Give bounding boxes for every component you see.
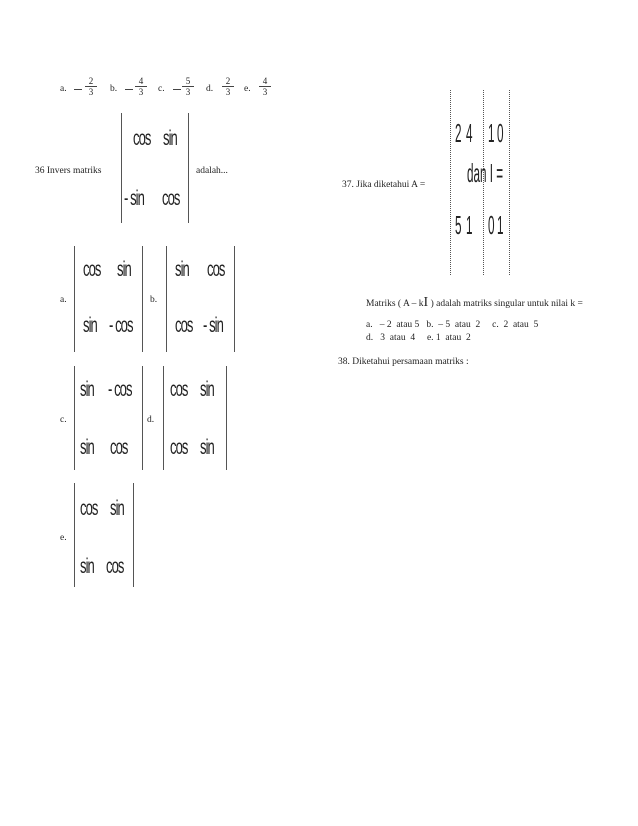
fraction-denominator: 3 — [225, 87, 231, 97]
matrix-right-bracket — [226, 366, 227, 470]
q37-options-line-2: d. 3 atau 4 e. 1 atau 2 — [366, 333, 471, 343]
matrix-cell: 0 — [497, 118, 504, 148]
matrix-cell: 4 — [466, 118, 473, 148]
matrix-cell: - sin — [124, 187, 144, 210]
fraction-numerator: 2 — [225, 76, 231, 86]
q35-option-d-fraction — [222, 76, 234, 97]
q37-options-line-1: a. – 2 atau 5 b. – 5 atau 2 c. 2 atau 5 — [366, 320, 539, 330]
q35-option-a-letter: a. — [60, 84, 67, 94]
matrix-left-bracket — [74, 246, 75, 352]
q35-option-a-fraction — [85, 76, 97, 97]
q36-option-e-letter: e. — [60, 533, 67, 543]
fraction-denominator: 3 — [138, 87, 144, 97]
matrix-cell: 1 — [497, 210, 504, 240]
q36-prompt: 36 Invers matriks — [35, 166, 102, 176]
q36-option-c-letter: c. — [60, 415, 67, 425]
matrix-left-bracket — [74, 483, 75, 587]
matrix-cell: 0 — [488, 210, 495, 240]
matrix-cell: cos — [133, 127, 151, 150]
matrix-cell: cos — [106, 555, 124, 578]
matrix-right-bracket — [234, 246, 235, 352]
q37-prompt: 37. Jika diketahui A = — [342, 180, 426, 190]
q37-statement-end: ) adalah matriks singular untuk nilai k = — [430, 299, 583, 309]
q35-minus — [74, 89, 82, 90]
q36-suffix: adalah... — [196, 166, 228, 176]
q35-option-c-fraction — [182, 76, 194, 97]
matrix-cell: sin — [83, 314, 97, 337]
q35-option-e-fraction — [259, 76, 271, 97]
matrix-cell: sin — [117, 258, 131, 281]
q38-prompt: 38. Diketahui persamaan matriks : — [338, 357, 469, 367]
fraction-numerator: 2 — [88, 76, 94, 86]
matrix-cell: cos — [110, 436, 128, 459]
matrix-cell: 2 — [455, 118, 462, 148]
q35-option-d-letter: d. — [206, 84, 214, 94]
fraction-numerator: 4 — [262, 76, 268, 86]
matrix-cell: cos — [162, 187, 180, 210]
matrix-cell: sin — [80, 378, 94, 401]
q37-statement-start: Matriks ( A – k — [366, 299, 424, 309]
matrix-cell: cos — [170, 378, 188, 401]
matrix-left-bracket — [483, 90, 484, 275]
q35-option-b-fraction — [135, 76, 147, 97]
matrix-cell: - cos — [109, 314, 133, 337]
matrix-cell: sin — [110, 497, 124, 520]
fraction-denominator: 3 — [88, 87, 94, 97]
matrix-left-bracket — [166, 246, 167, 352]
matrix-right-bracket — [133, 483, 134, 587]
identity-symbol: I — [423, 295, 429, 310]
matrix-right-bracket — [142, 366, 143, 470]
matrix-cell: sin — [200, 436, 214, 459]
matrix-cell: 5 — [455, 210, 462, 240]
matrix-cell: - cos — [108, 378, 132, 401]
matrix-cell: cos — [175, 314, 193, 337]
matrix-cell: - sin — [203, 314, 223, 337]
q36-option-b-letter: b. — [150, 295, 158, 305]
fraction-numerator: 5 — [185, 76, 191, 86]
matrix-left-bracket — [121, 113, 122, 223]
matrix-right-bracket — [509, 90, 510, 275]
fraction-denominator: 3 — [262, 87, 268, 97]
matrix-left-bracket — [450, 90, 451, 275]
q35-option-c-letter: c. — [158, 84, 165, 94]
matrix-cell: sin — [175, 258, 189, 281]
matrix-right-bracket — [142, 246, 143, 352]
matrix-cell: sin — [80, 555, 94, 578]
matrix-right-bracket — [188, 113, 189, 223]
q35-minus — [173, 89, 181, 90]
fraction-denominator: 3 — [185, 87, 191, 97]
q37-statement — [366, 295, 583, 311]
matrix-cell: 1 — [488, 118, 495, 148]
q36-option-a-letter: a. — [60, 295, 67, 305]
matrix-cell: cos — [207, 258, 225, 281]
q35-minus — [125, 89, 133, 90]
q35-option-e-letter: e. — [244, 84, 251, 94]
matrix-cell: cos — [170, 436, 188, 459]
matrix-cell: 1 — [466, 210, 473, 240]
matrix-cell: sin — [163, 127, 177, 150]
q36-option-d-letter: d. — [147, 415, 155, 425]
fraction-numerator: 4 — [138, 76, 144, 86]
q35-option-b-letter: b. — [110, 84, 118, 94]
matrix-left-bracket — [163, 366, 164, 470]
matrix-cell: cos — [83, 258, 101, 281]
q37-matrix-separator: dan I = — [467, 158, 504, 188]
matrix-left-bracket — [74, 366, 75, 470]
matrix-cell: sin — [80, 436, 94, 459]
matrix-cell: cos — [80, 497, 98, 520]
matrix-cell: sin — [200, 378, 214, 401]
